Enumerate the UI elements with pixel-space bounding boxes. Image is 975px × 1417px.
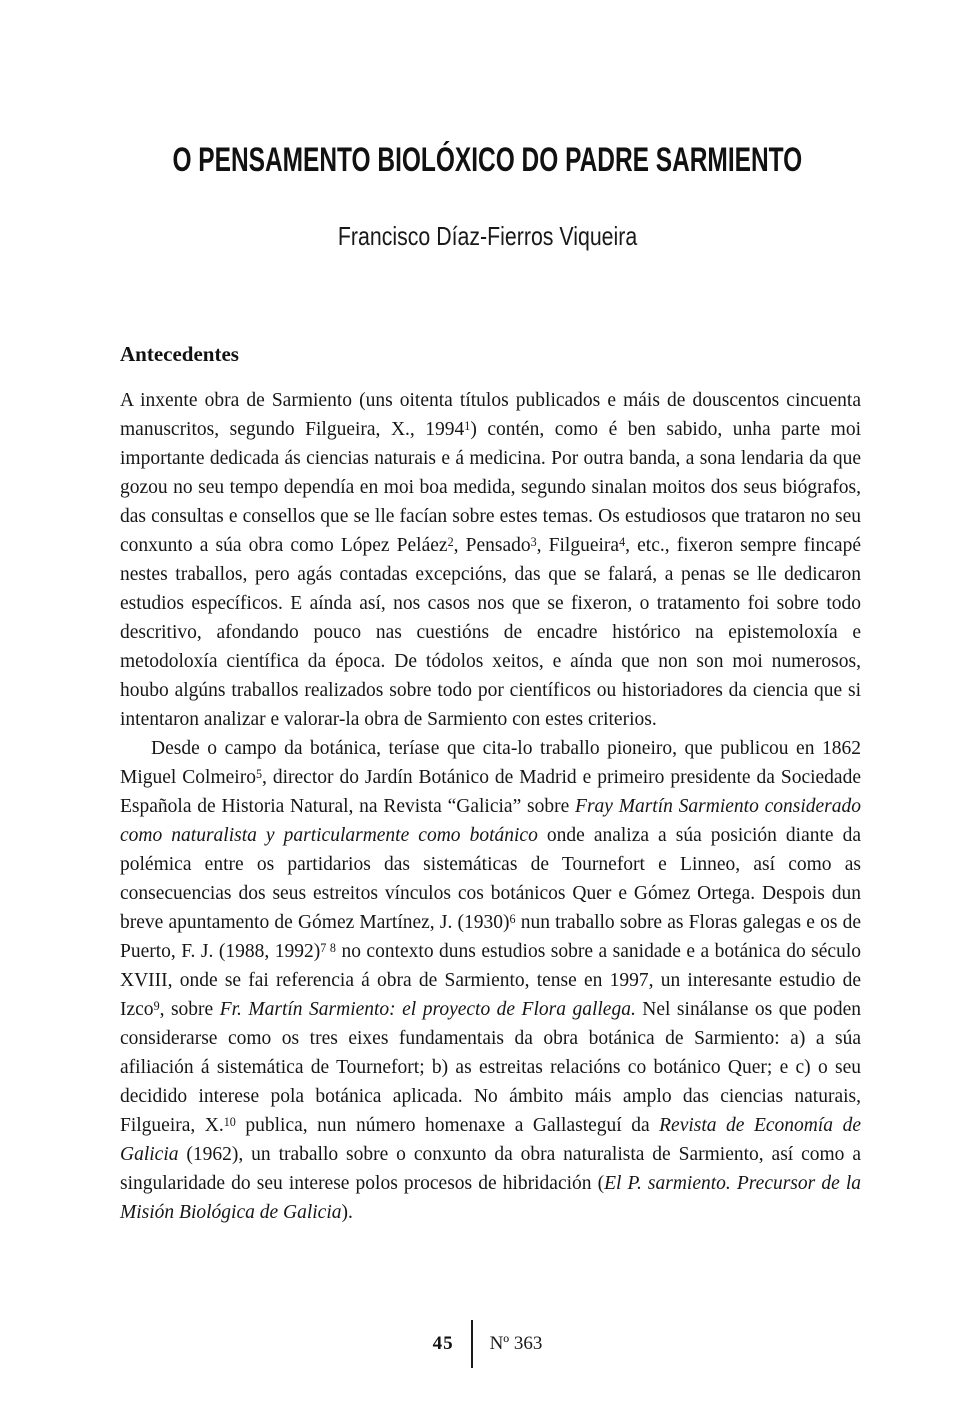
author-line: [0, 221, 975, 252]
footer-divider: [471, 1320, 473, 1368]
paragraph: Desde o campo da botánica, teríase que cita-lo traballo pioneiro, que publicou en 1862 Miguel Colmeiro$^5$, director do Jardín Botánico de Madrid e primeiro presidente da Sociedade Española de Historia Natural, na Revista “Galicia” sobre Fray Martín Sarmiento considerado como naturalista y particularmente como botánico onde analiza a súa posición diante da polémica entre os partidarios das sistemáticas de Tournefort e Linneo, así como as consecuencias dos seus estreitos vínculos cos botánicos Quer e Gómez Ortega. Despois dun breve apuntamento de Gómez Martínez, J. $(1930)^6$ nun traballo sobre as Floras galegas e os de Puerto, F. J. (1988, 1992)$^{7 8}$ no contexto duns estudios sobre a sanidade e a botánica do século XVIII, onde se fai referencia á obra de Sarmiento, tense en 1997, un interesante estudio de Izco$^9$, sobre Fr. Martín Sarmiento: el proyecto de Flora gallega. Nel sinálanse os que poden considerarse como os tres eixes fundamentais da obra botánica de Sarmiento: a) a súa afiliación á sistemática de Tournefort; b) as estreitas relacións co botánico Quer; e c) o seu decidido interese pola botánica aplicada. No ámbito máis amplo das ciencias naturais, Filgueira, X.$^{10}$ publica, nun número homenaxe a Gallasteguí da Revista de Economía de Galicia (1962), un traballo sobre o conxunto da obra naturalista de Sarmiento, así como a singularidade do seu interese polos procesos de hibridación (El P. sarmiento. Precursor de la Misión Biológica de Galicia).: [120, 738, 862, 1223]
page-footer: [0, 1320, 975, 1368]
page-title: [0, 141, 975, 180]
paragraph: A inxente obra de Sarmiento (uns oitenta títulos publicados e máis de douscentos cincuenta manuscritos, segundo Filgueira, X., 1994$^1$) contén, como é ben sabido, unha parte moi importante dedicada ás ciencias naturais e á medicina. Por outra banda, a sona lendaria da que gozou no seu tempo dependía en moi boa medida, segundo sinalan moitos dos seus biógrafos, das consultas e consellos que se lle facían sobre estes temas. Os estudiosos que trataron no seu conxunto a súa obra como López Peláez$^2$, Pensado$^3$, Filgueira$^4$, etc., fixeron sempre fincapé nestes traballos, pero agás contadas excepcións, das que se falará, a penas se lle dedicaron estudios específicos. E aínda así, nos casos nos que se fixeron, o tratamento foi sobre todo descritivo, afondando pouco nas cuestións de encadre histórico na epistemoloxía e metodoloxía científica da época. De tódolos xeitos, e aínda que non son moi numerosos, houbo algúns traballos realizados sobre todo por científicos ou historiadores da ciencia que si intentaron analizar e valorar-la obra de Sarmiento con estes criterios.: [120, 390, 861, 730]
author-name: Francisco Díaz-Fierros Viqueira: [337, 221, 638, 251]
body-text: [120, 386, 861, 1227]
page-number: 45: [432, 1333, 454, 1354]
section-heading: Antecedentes: [120, 342, 239, 366]
issue-number: Nº 363: [489, 1333, 543, 1354]
page-title-text: O PENSAMENTO BIOLÓXICO DO PADRE SARMIENTO: [172, 141, 803, 179]
